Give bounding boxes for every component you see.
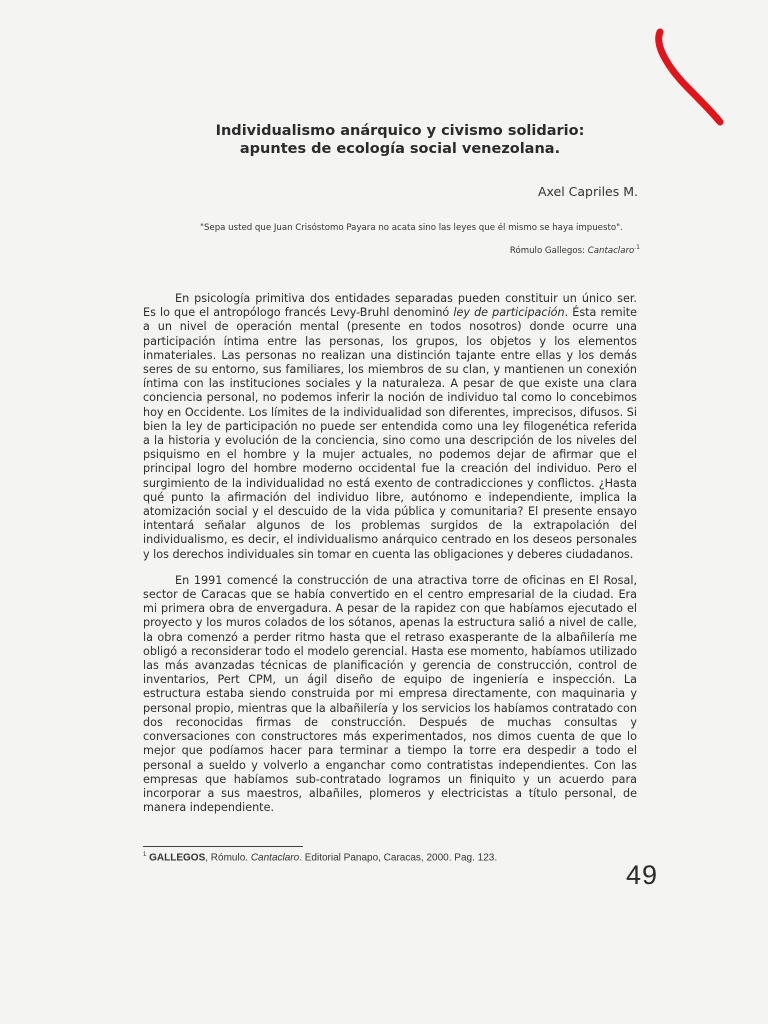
paragraph-1-part-b: . Ésta remite a un nivel de operación mental (presente en todos nosotros) donde ocurre una participación íntima entre las personas, los grupos, los objetos y los elementos inmateriales. Las personas no realizan una distinción tajante entre ellas y los demás seres de su entorno, sus familiares, los miembros de su clan, y mantienen un conexión íntima con las instituciones sociales y la naturaleza. A pesar de que existe una clara conciencia personal, no podemos inferir la noción de individuo tal como lo concebimos hoy en Occidente. Los límites de la individualidad son diferentes, imprecisos, difusos. Si bien la ley de participación no puede ser entendida como una ley filogenética referida a la historia y evolución de la conciencia, sino como una descripción de los niveles del psiquismo en el hombre y la mujer actuales, no podemos dejar de afirmar que el principal logro del hombre moderno occidental fue la creación del individuo. Pero el surgimiento de la individualidad no está exento de contradicciones y conflictos. ¿Hasta qué punto la afirmación del individuo libre, autónomo e independiente, implica la atomización social y el descuido de la vida pública y comunitaria? El presente ensayo intentará señalar algunos de los problemas surgidos de la extrapolación del individualismo, es decir, el individualismo anárquico centrado en los deseos personales y los derechos individuales sin tomar en cuenta las obligaciones y deberes ciudadanos. bbox=[143, 306, 637, 561]
footnote-text-a: , Rómulo. bbox=[205, 852, 251, 864]
paragraph-2: En 1991 comencé la construcción de una atractiva torre de oficinas en El Rosal, sector de Caracas que se había convertido en el centro empresarial de la ciudad. Era mi primera obra de envergadura. A pesar de la rapidez con que habíamos ejecutado el proyecto y los muros colados de los sótanos, apenas la estructura salió a nivel de calle, la obra comenzó a perder ritmo hasta que el retraso exasperante de la albañilería me obligó a reconsiderar todo el modelo gerencial. Hasta ese momento, habíamos utilizado las más avanzadas técnicas de planificación y gerencia de construcción, control de inventarios, Pert CPM, un ágil diseño de equipo de ingeniería e inspección. La estructura estaba siendo construida por mi empresa directamente, con maquinaria y personal propio, mientras que la albañilería y los servicios los habíamos contratado con dos reconocidas firmas de construcción. Después de muchas consultas y conversaciones con constructores más experimentados, nos dimos cuenta de que lo mejor que podíamos hacer para terminar a tiempo la torre era despedir a todo el personal a sueldo y volverlo a enganchar como contratistas independientes. Con las empresas que habíamos sub-contratado logramos un finiquito y un acuerdo para incorporar a sus maestros, albañiles, plomeros y electricistas a título personal, de manera independiente. bbox=[143, 573, 637, 815]
red-pen-mark bbox=[640, 18, 740, 138]
document-title bbox=[190, 122, 610, 158]
footnote-mark: 1 bbox=[143, 852, 147, 858]
footnote-divider bbox=[143, 846, 303, 847]
footnote-work: Cantaclaro bbox=[250, 852, 300, 864]
footnote bbox=[143, 852, 497, 863]
title-line-2: apuntes de ecología social venezolana. bbox=[239, 141, 561, 157]
epigraph bbox=[200, 222, 640, 258]
author-name: Axel Capriles M. bbox=[537, 184, 638, 199]
epigraph-footnote-mark: .1 bbox=[634, 244, 640, 251]
body-text bbox=[143, 292, 637, 827]
paragraph-1-part-a: En psicología primitiva dos entidades separadas pueden constituir un único ser. Es lo que el antropólogo francés Levy-Bruhl denominó bbox=[143, 292, 637, 320]
epigraph-source-author: Rómulo Gallegos: bbox=[509, 245, 588, 256]
title-line-1: Individualismo anárquico y civismo solidario: bbox=[215, 123, 585, 139]
page-number: 49 bbox=[626, 860, 659, 890]
epigraph-quote: "Sepa usted que Juan Crisóstomo Payara no acata sino las leyes que él mismo se haya impuesto". bbox=[200, 223, 623, 233]
epigraph-source-work: Cantaclaro bbox=[587, 245, 635, 256]
epigraph-source bbox=[200, 241, 640, 258]
footnote-text-b: . Editorial Panapo, Caracas, 2000. Pag. 123. bbox=[299, 852, 498, 864]
paragraph-1-italic: ley de participación bbox=[453, 306, 565, 320]
paragraph-1 bbox=[143, 292, 637, 562]
footnote-author: GALLEGOS bbox=[149, 852, 206, 864]
